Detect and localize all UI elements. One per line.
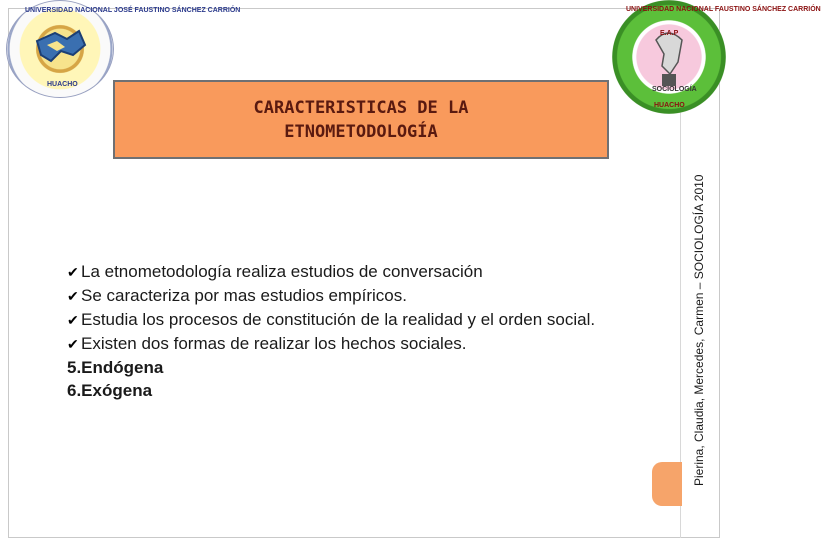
left-seal-bottom-text: HUACHO	[47, 81, 78, 88]
bullet-item	[67, 308, 647, 332]
left-seal-ring-text: UNIVERSIDAD NACIONAL JOSÉ FAUSTINO SÁNCHEZ CARRIÓN	[25, 7, 241, 14]
right-seal-bottom-text: HUACHO	[654, 102, 685, 109]
check-icon: ✔	[67, 288, 79, 304]
slide-body	[67, 260, 647, 402]
bullet-text: Existen dos formas de realizar los hechos sociales.	[81, 334, 467, 353]
bullet-text: Se caracteriza por mas estudios empíricos.	[81, 286, 407, 305]
check-icon: ✔	[67, 264, 79, 280]
bullet-text: La etnometodología realiza estudios de conversación	[81, 262, 483, 281]
numbered-item: 6.Exógena	[67, 381, 153, 400]
check-icon: ✔	[67, 312, 79, 328]
side-caption: Pierina, Claudia, Mercedes, Carmen – SOCIOLOGÍA 2010	[692, 174, 706, 486]
right-seal-label: SOCIOLOGÍA	[652, 86, 697, 93]
title-line-1: CARACTERISTICAS DE LA	[253, 98, 469, 118]
slide-title	[115, 96, 607, 144]
bullet-item	[67, 284, 647, 308]
right-seal-top-label: E.A.P	[660, 30, 679, 37]
right-seal-ring-text: UNIVERSIDAD NACIONAL FAUSTINO SÁNCHEZ CARRIÓN	[626, 6, 821, 13]
bullet-item	[67, 332, 647, 356]
bullet-text: Estudia los procesos de constitución de la realidad y el orden social.	[81, 310, 596, 329]
accent-tab	[652, 462, 682, 506]
university-seal-left	[6, 0, 241, 98]
university-seal-right	[612, 0, 821, 114]
seal-figure-icon	[612, 0, 726, 114]
bullet-item	[67, 260, 647, 284]
title-box	[113, 80, 609, 159]
check-icon: ✔	[67, 336, 79, 352]
title-line-2: ETNOMETODOLOGÍA	[284, 122, 438, 142]
numbered-item: 5.Endógena	[67, 358, 164, 377]
